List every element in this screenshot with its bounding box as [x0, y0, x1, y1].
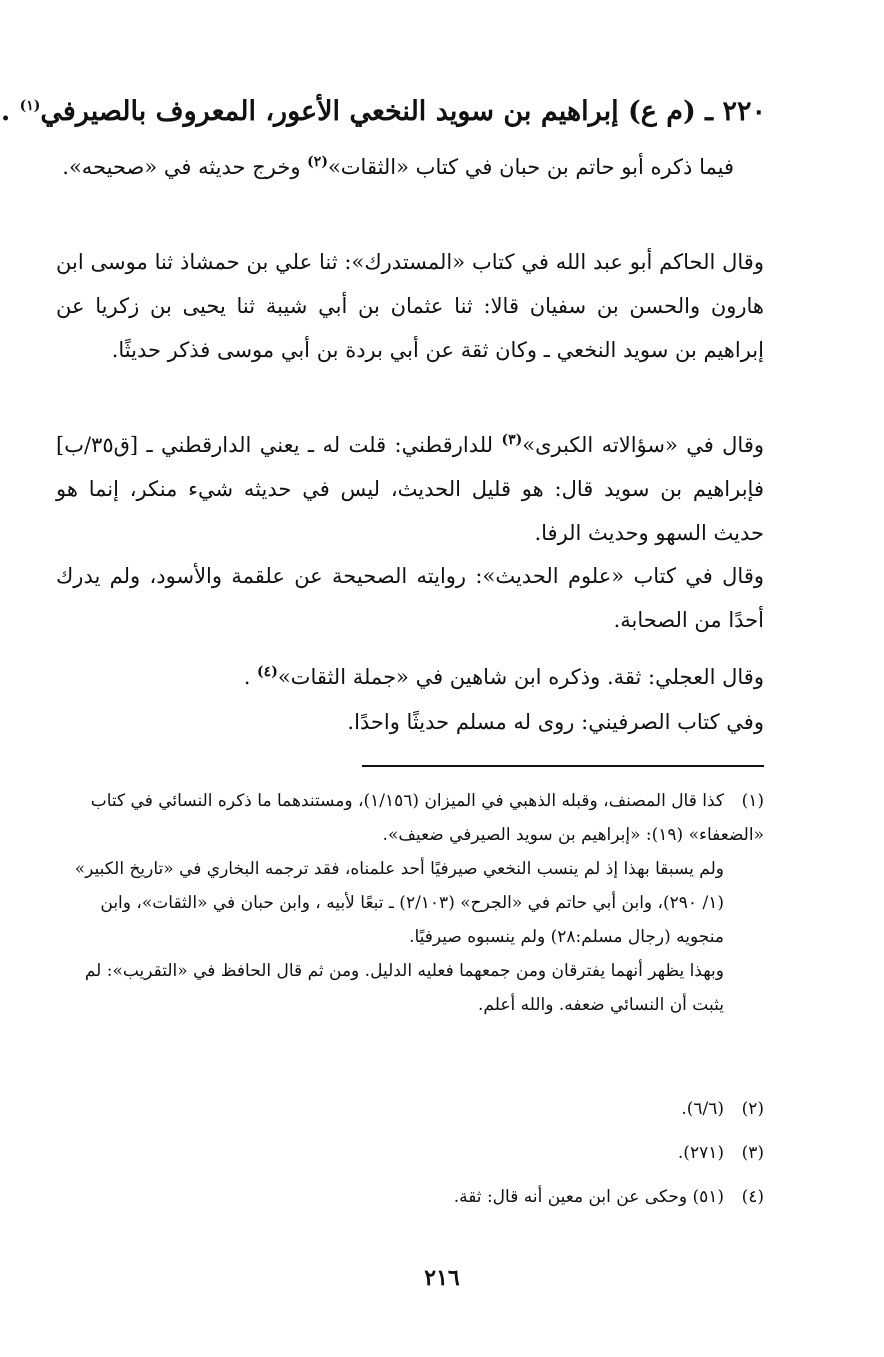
footnote-ref-4: (٤): [257, 664, 278, 680]
paragraph-text: وخرج حديثه في «صحيحه».: [62, 155, 308, 179]
footnote-number: (٢): [741, 1099, 764, 1119]
entry-title-text: ٢٢٠ ـ (م ع) إبراهيم بن سويد النخعي الأعور، المعروف بالصيرفي: [40, 96, 766, 127]
footnote-divider: [362, 765, 764, 767]
entry-title-end: .: [0, 96, 20, 127]
footnote-ref-1: (١): [19, 98, 41, 114]
footnote-number: (٣): [741, 1143, 764, 1163]
entry-heading: [0, 86, 766, 132]
paragraph-sarfini: وفي كتاب الصرفيني: روى له مسلم حديثًا واحدًا.: [347, 710, 764, 734]
paragraph-ibn-hibban: [56, 140, 764, 189]
footnote-1: [56, 784, 764, 1022]
paragraph-text: للدارقطني: قلت له ـ يعني الدارقطني ـ [ق٣٥/ب] فإبراهيم بن سويد قال: هو قليل الحديث، ليس في حديثه شيء منكر، إنما هو حديث السهو وحديث الرفا.: [56, 433, 764, 545]
footnote-3: [56, 1136, 764, 1170]
paragraph-hakim-mustadrak: وقال الحاكم أبو عبد الله في كتاب «المستدرك»: ثنا علي بن حمشاذ ثنا موسى ابن هارون والحسن بن سفيان قالا: ثنا عثمان بن أبي شيبة ثنا يحيى بن زكريا عن إبراهيم بن سويد النخعي ـ وكان ثقة عن أبي بردة بن أبي موسى فذكر حديثًا.: [56, 250, 764, 362]
paragraph-ulum-al-hadith: وقال في كتاب «علوم الحديث»: روايته الصحيحة عن علقمة والأسود، ولم يدرك أحدًا من الصحابة.: [56, 564, 764, 632]
footnote-text: (٥١) وحكى عن ابن معين أنه قال: ثقة.: [453, 1187, 724, 1207]
footnote-continuation: ولم يسبقا بهذا إذ لم ينسب النخعي صيرفيًا أحد علمناه، فقد ترجمه البخاري في «تاريخ الكبير» (١/ ٢٩٠)، وابن أبي حاتم في «الجرح» (٢/١٠٣) ـ تبعًا لأبيه ، وابن حبان في «الثقات»، وابن منجويه (رجال مسلم:٢٨) ولم ينسبوه صيرفيًا.: [74, 859, 724, 947]
paragraph-text: وقال العجلي: ثقة. وذكره ابن شاهين في «جملة الثقات»: [277, 665, 764, 689]
footnote-number: (٤): [741, 1187, 764, 1207]
paragraph-ijli: [56, 650, 764, 699]
paragraph-text: فيما ذكره أبو حاتم بن حبان في كتاب «الثقات»: [327, 155, 734, 179]
footnote-text: (٢٧١).: [677, 1143, 724, 1163]
paragraph-text: وقال في «سؤالاته الكبرى»: [522, 433, 764, 457]
footnote-ref-3: (٣): [501, 432, 523, 448]
footnote-4: [56, 1180, 764, 1214]
paragraph-suaalat: [56, 418, 764, 555]
page-number: ٢١٦: [424, 1265, 460, 1291]
footnote-text: (٦/٦).: [681, 1099, 724, 1119]
footnote-2: [56, 1092, 764, 1126]
footnote-line: [56, 784, 764, 852]
footnote-ref-2: (٢): [307, 154, 328, 170]
footnote-number: (١): [741, 791, 764, 811]
paragraph-text: .: [243, 665, 258, 689]
footnote-continuation: وبهذا يظهر أنهما يفترقان ومن جمعهما فعليه الدليل. ومن ثم قال الحافظ في «التقريب»: لم يثبت أن النسائي ضعفه. والله أعلم.: [84, 961, 724, 1015]
footnote-text: كذا قال المصنف، وقبله الذهبي في الميزان (١/١٥٦)، ومستندهما ما ذكره النسائي في كتاب «الضعفاء» (١٩): «إبراهيم بن سويد الصيرفي ضعيف».: [90, 791, 764, 845]
